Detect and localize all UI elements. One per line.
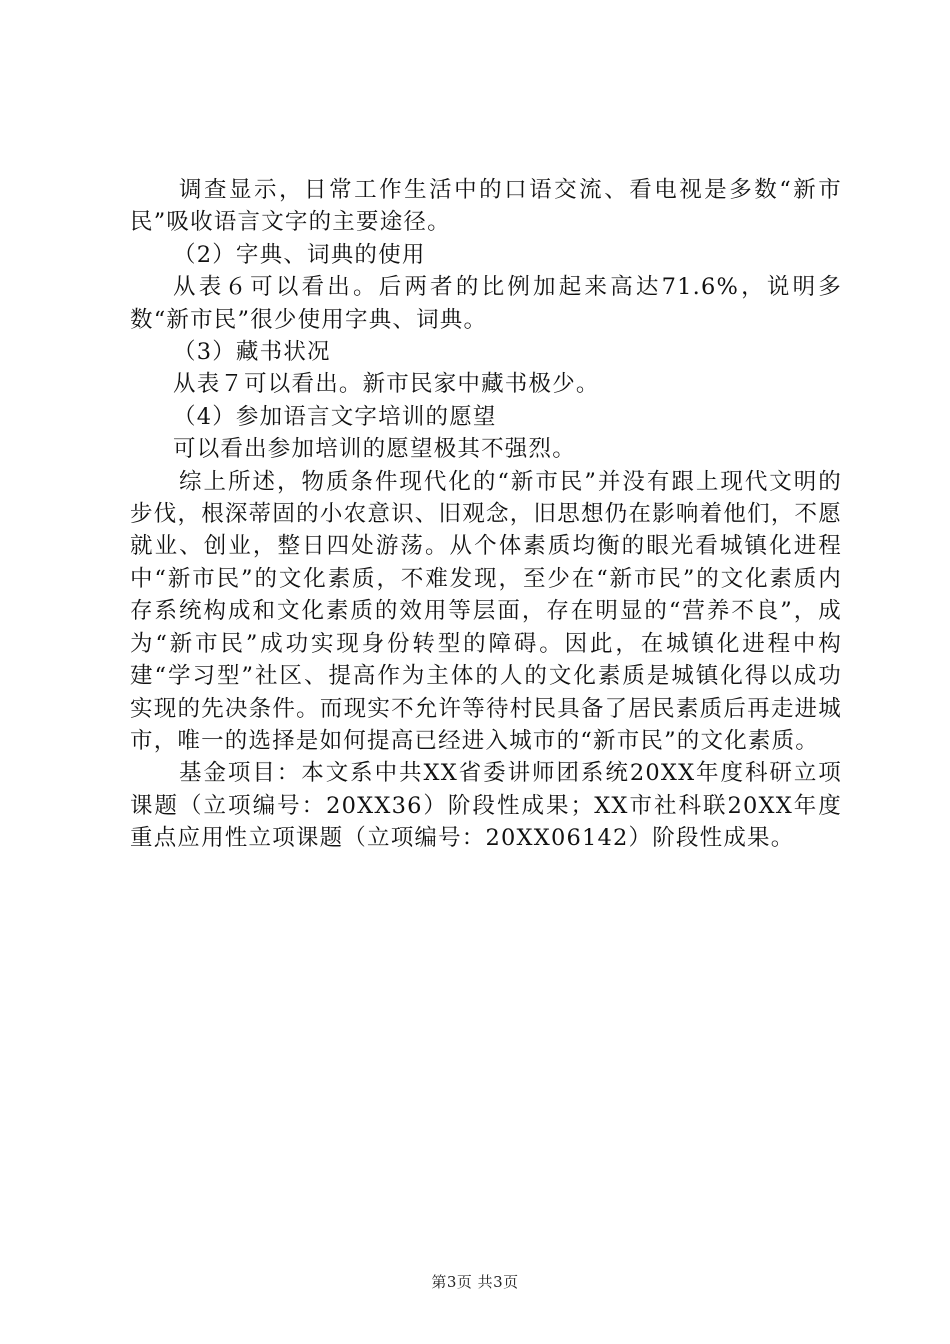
document-body bbox=[130, 174, 842, 855]
page-footer: 第3页 共3页 bbox=[431, 1273, 519, 1291]
paragraph-funding-project: 基金项目：本文系中共XX省委讲师团系统20XX年度科研立项课题（立项编号：20XX36）阶段性成果；XX市社科联20XX年度重点应用性立项课题（立项编号：20XX06142）阶段性成果。 bbox=[130, 760, 842, 852]
paragraph-survey-result: 调查显示，日常工作生活中的口语交流、看电视是多数“新市民”吸收语言文字的主要途径。 bbox=[130, 177, 842, 236]
paragraph-summary: 综上所述，物质条件现代化的“新市民”并没有跟上现代文明的步伐，根深蒂固的小农意识、旧观念，旧思想仍在影响着他们，不愿就业、创业，整日四处游荡。从个体素质均衡的眼光看城镇化进程中“新市民”的文化素质，不难发现，至少在“新市民”的文化素质内存系统构成和文化素质的效用等层面，存在明显的“营养不良”，成为“新市民”成功实现身份转型的障碍。因此，在城镇化进程中构建“学习型”社区、提高作为主体的人的文化素质是城镇化得以成功实现的先决条件。而现实不允许等待村民具备了居民素质后再走进城市，唯一的选择是如何提高已经进入城市的“新市民”的文化素质。 bbox=[130, 468, 842, 754]
heading-book-collection: （3）藏书状况 bbox=[173, 339, 331, 366]
heading-dictionary-usage: （2）字典、词典的使用 bbox=[173, 241, 426, 268]
paragraph-dictionary-usage: 从表６可以看出。后两者的比例加起来高达71.6%，说明多数“新市民”很少使用字典、词典。 bbox=[130, 274, 842, 333]
paragraph-training-willingness: 可以看出参加培训的愿望极其不强烈。 bbox=[173, 436, 576, 463]
heading-training-willingness: （4）参加语言文字培训的愿望 bbox=[173, 403, 497, 430]
paragraph-book-collection: 从表７可以看出。新市民家中藏书极少。 bbox=[173, 371, 600, 398]
